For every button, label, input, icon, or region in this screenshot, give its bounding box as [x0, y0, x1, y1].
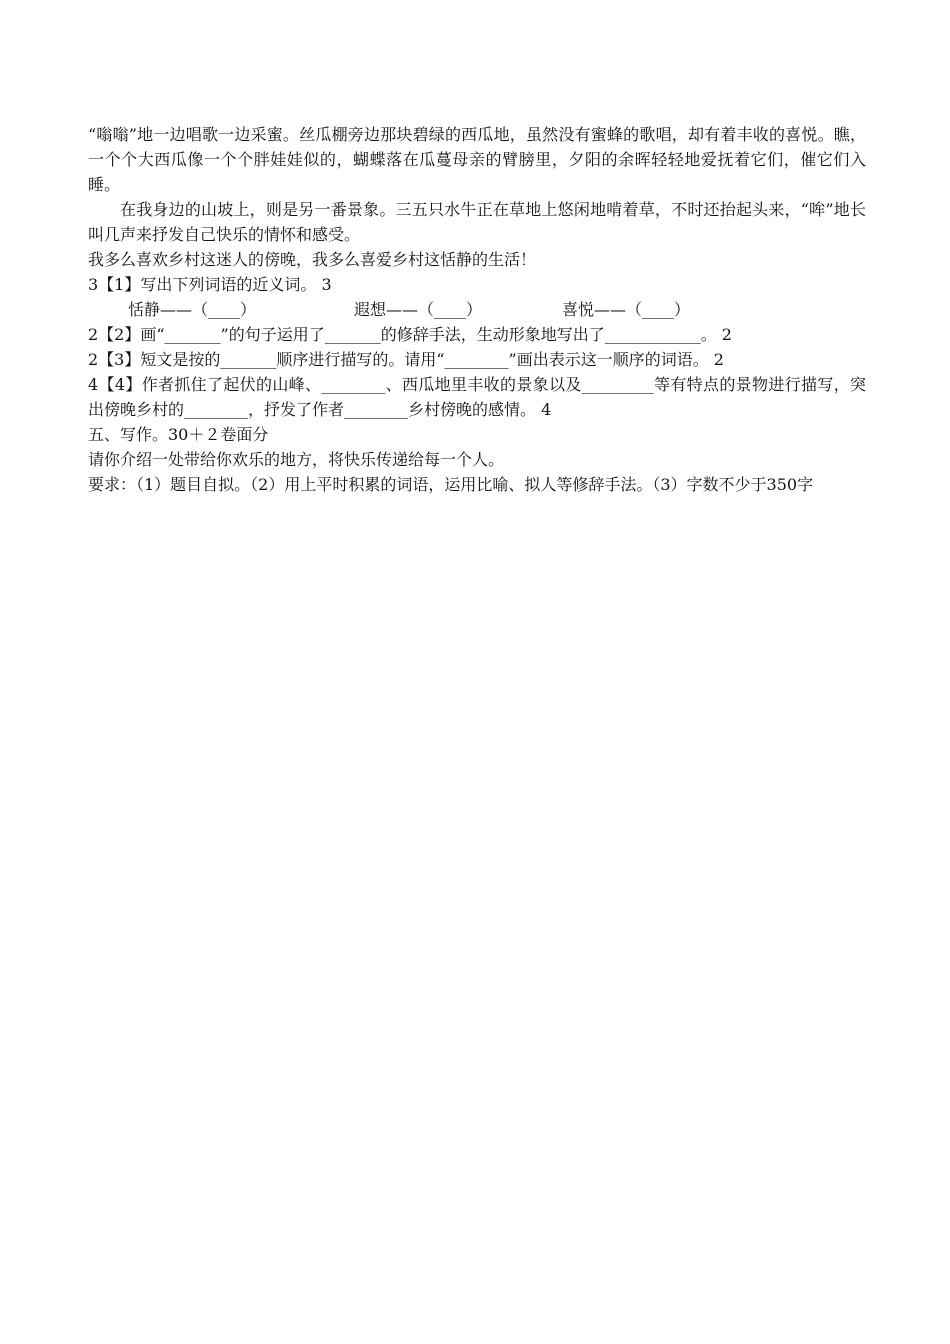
passage-paragraph-3: 我多么喜欢乡村这迷人的傍晚，我多么喜爱乡村这恬静的生活！ — [88, 250, 537, 269]
question-4: 4【4】作者抓住了起伏的山峰、________、西瓜地里丰收的景象以及_________等有特点的景物进行描写，突出傍晚乡村的________，抒发了作者________乡村傍晚的感情。 4 — [88, 375, 866, 419]
synonym-item: 恬静——（____） — [128, 300, 257, 319]
question-1: 3【1】写出下列词语的近义词。 3 — [88, 275, 332, 294]
synonym-item: 喜悦——（____） — [562, 300, 691, 319]
question-3: 2【3】短文是按的_______顺序进行描写的。请用“________”画出表示这一顺序的词语。 2 — [88, 350, 724, 369]
writing-heading: 五、写作。30＋２卷面分 — [88, 425, 269, 444]
document-page — [88, 122, 866, 497]
passage-paragraph-1: “嗡嗡”地一边唱歌一边采蜜。丝瓜棚旁边那块碧绿的西瓜地，虽然没有蜜蜂的歌唱，却有着丰收的喜悦。瞧，一个个大西瓜像一个个胖娃娃似的，蝴蝶落在瓜蔓母亲的臂膀里，夕阳的余晖轻轻地爱抚着它们，催它们入睡。 — [88, 125, 866, 194]
passage-paragraph-2: 在我身边的山坡上，则是另一番景象。三五只水牛正在草地上悠闲地啃着草，不时还抬起头来，“哞”地长叫几声来抒发自己快乐的情怀和感受。 — [88, 200, 866, 244]
writing-prompt: 请你介绍一处带给你欢乐的地方，将快乐传递给每一个人。 — [88, 450, 505, 469]
writing-requirements: 要求：（1）题目自拟。（2）用上平时积累的词语，运用比喻、拟人等修辞手法。（3）字数不少于350字 — [88, 475, 814, 494]
question-2: 2【2】画“_______”的句子运用了_______的修辞手法，生动形象地写出了____________。 2 — [88, 325, 732, 344]
synonym-item: 遐想——（____） — [354, 300, 483, 319]
synonym-row — [88, 297, 866, 322]
